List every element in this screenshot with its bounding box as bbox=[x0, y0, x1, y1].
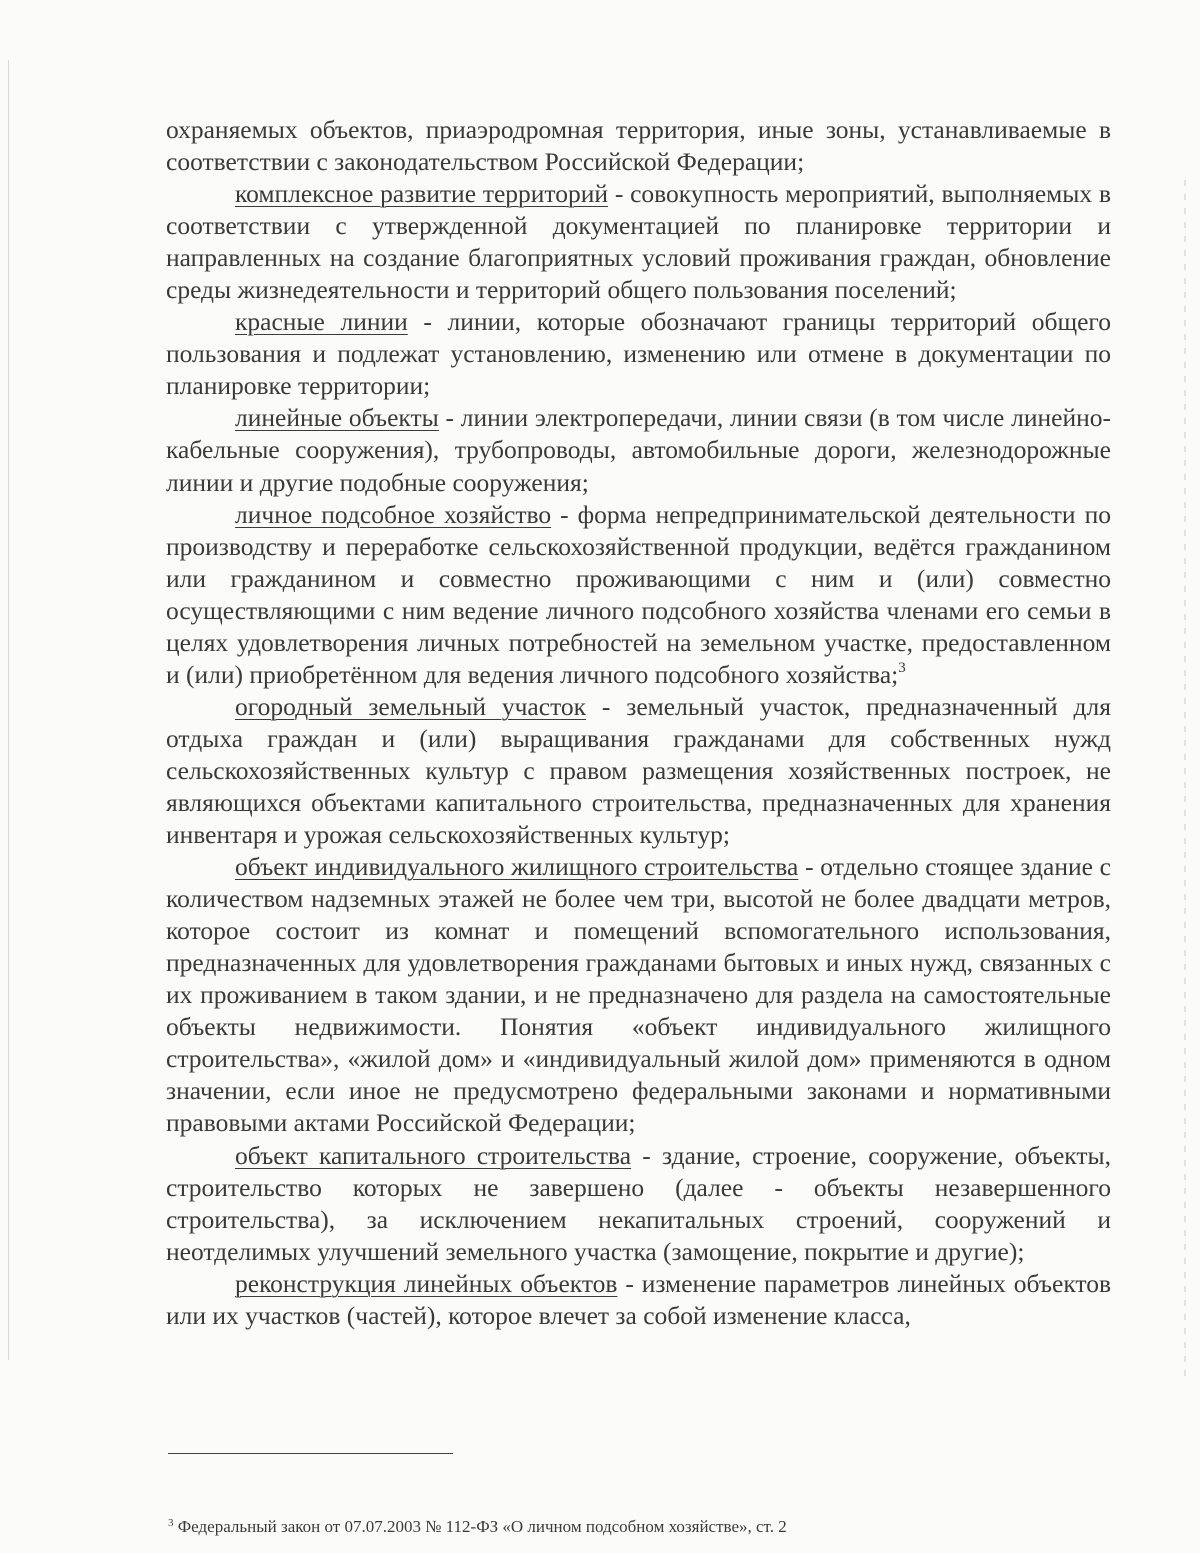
definition-text: - линии электропередачи, линии связи (в том числе линейно-кабельные сооружения), трубопроводы, автомобильные дороги, железнодорожные линии и другие подобные сооружения; bbox=[166, 403, 1111, 497]
defined-term: объект индивидуального жилищного строительства bbox=[235, 852, 799, 882]
defined-term: реконструкция линейных объектов bbox=[235, 1268, 618, 1298]
definition-individual-housing bbox=[166, 851, 1111, 1139]
definition-linear-objects bbox=[166, 402, 1111, 498]
scan-edge-left bbox=[8, 60, 9, 1360]
definition-personal-farm bbox=[166, 499, 1111, 691]
defined-term: комплексное развитие территорий bbox=[235, 179, 609, 209]
definition-text: - форма непредпринимательской деятельности по производству и переработке сельскохозяйственной продукции, ведётся гражданином или гражданином и совместно проживающими с ним и (или) совместно осуществляющими с ним ведение личного подсобного хозяйства членами его семьи в целях удовлетворения личных потребностей на земельном участке, предоставленном и (или) приобретённом для ведения личного подсобного хозяйства; bbox=[166, 499, 1111, 689]
body-text bbox=[166, 114, 1111, 1332]
defined-term: линейные объекты bbox=[235, 403, 439, 433]
definition-complex-development bbox=[166, 178, 1111, 306]
defined-term: огородный земельный участок bbox=[235, 691, 587, 721]
scan-edge-right bbox=[1184, 180, 1186, 1380]
paragraph-continuation bbox=[166, 114, 1111, 178]
defined-term: личное подсобное хозяйство bbox=[235, 499, 552, 529]
definition-linear-reconstruction bbox=[166, 1268, 1111, 1332]
definition-red-lines bbox=[166, 306, 1111, 402]
definition-text: - линии, которые обозначают границы территорий общего пользования и подлежат установлению, изменению или отмене в документации по планировке территории; bbox=[166, 307, 1112, 401]
definition-text: - изменение параметров линейных объектов или их участков (частей), которое влечет за собой изменение класса, bbox=[166, 1268, 1111, 1330]
definition-text: - совокупность мероприятий, выполняемых в соответствии с утвержденной документацией по планировке территории и направленных на создание благоприятных условий проживания граждан, обновление среды жизнедеятельности и территорий общего пользования поселений; bbox=[166, 179, 1111, 305]
footnote-marker: 3 bbox=[168, 1517, 174, 1529]
footnote bbox=[168, 1516, 1108, 1538]
defined-term: объект капитального строительства bbox=[235, 1140, 632, 1170]
definition-text: - земельный участок, предназначенный для отдыха граждан и (или) выращивания гражданами для собственных нужд сельскохозяйственных культур с правом размещения хозяйственных построек, не являющихся объектами капитального строительства, предназначенных для хранения инвентаря и урожая сельскохозяйственных культур; bbox=[166, 691, 1111, 850]
definition-text: - здание, строение, сооружение, объекты, строительство которых не завершено (далее - объекты незавершенного строительства), за исключением некапитальных строений, сооружений и неотделимых улучшений земельного участка (замощение, покрытие и другие); bbox=[166, 1140, 1111, 1266]
footnote-reference[interactable]: 3 bbox=[898, 659, 906, 676]
footnote-text: Федеральный закон от 07.07.2003 № 112-ФЗ «О личном подсобном хозяйстве», ст. 2 bbox=[173, 1517, 787, 1536]
definition-text: - отдельно стоящее здание с количеством надземных этажей не более чем три, высотой не более двадцати метров, которое состоит из комнат и помещений вспомогательного использования, предназначенных для удовлетворения гражданами бытовых и иных нужд, связанных с их проживанием в таком здании, и не предназначено для раздела на самостоятельные объекты недвижимости. Понятия «объект индивидуального жилищного строительства», «жилой дом» и «индивидуальный жилой дом» применяются в одном значении, если иное не предусмотрено федеральными законами и нормативными правовыми актами Российской Федерации; bbox=[166, 852, 1112, 1138]
definition-capital-construction bbox=[166, 1140, 1111, 1268]
defined-term: красные линии bbox=[235, 307, 408, 337]
definition-garden-plot bbox=[166, 691, 1111, 851]
footnote-separator bbox=[168, 1453, 453, 1454]
paragraph-text: охраняемых объектов, приаэродромная территория, иные зоны, устанавливаемые в соответствии с законодательством Российской Федерации; bbox=[166, 115, 1111, 177]
